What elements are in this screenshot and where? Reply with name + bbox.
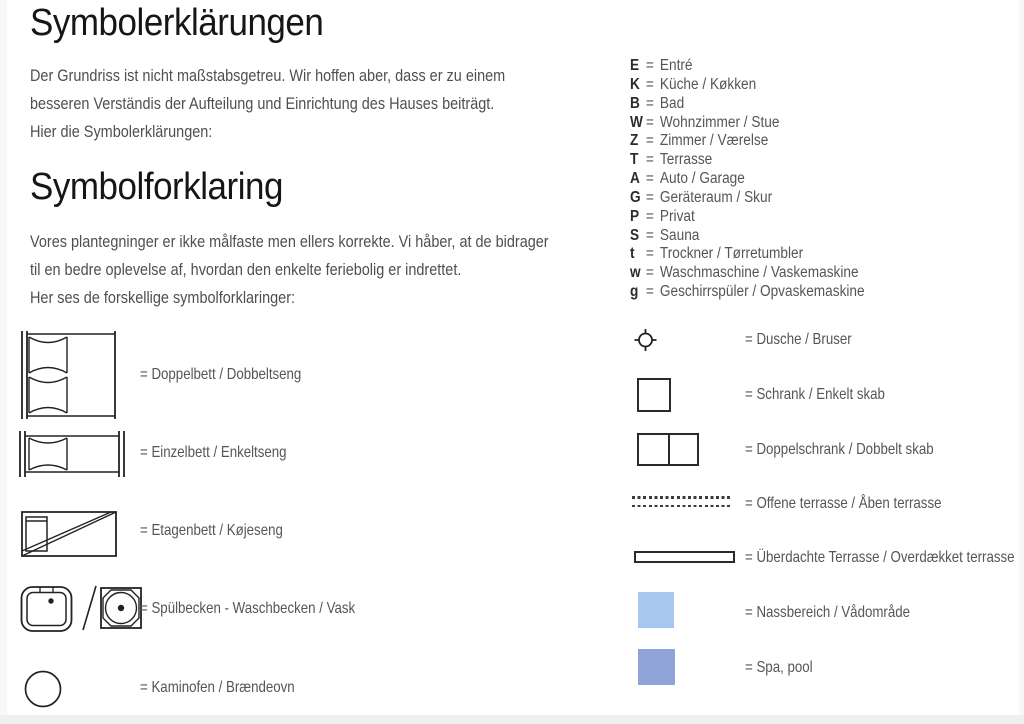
- legend-letter: t: [630, 245, 635, 263]
- fireplace-label: = Kaminofen / Brændeovn: [140, 679, 295, 696]
- legend-desc: Bad: [659, 94, 685, 112]
- equals-sign: =: [645, 226, 654, 244]
- legend-letter: W: [630, 113, 643, 131]
- dotted-line: [632, 505, 732, 508]
- room-letter-legend: [630, 57, 865, 302]
- danish-intro-line: til en bedre oplevelse af, hvordan den enkelte feriebolig er indrettet.: [30, 260, 462, 279]
- legend-letter: w: [630, 264, 641, 282]
- legend-row: [630, 283, 865, 302]
- double-cabinet-label: = Doppelschrank / Dobbelt skab: [745, 441, 934, 458]
- legend-row: [630, 132, 865, 151]
- single-bed-label: = Einzelbett / Enkeltseng: [140, 444, 287, 461]
- legend-letter: Z: [630, 132, 639, 150]
- shower-label: = Dusche / Bruser: [745, 331, 852, 348]
- legend-row: [630, 76, 865, 95]
- german-title: Symbolerklärungen: [30, 2, 324, 44]
- legend-desc: Trockner / Tørretumbler: [659, 245, 804, 263]
- legend-desc: Küche / Køkken: [659, 75, 757, 93]
- legend-row: [630, 114, 865, 133]
- equals-sign: =: [645, 75, 654, 93]
- open-terrace-icon: [632, 496, 732, 508]
- sink-label: = Spülbecken - Waschbecken / Vask: [140, 600, 356, 617]
- wet-area-swatch: [638, 592, 674, 628]
- german-intro: [30, 62, 505, 146]
- legend-row: [630, 57, 865, 76]
- single-cabinet-label: = Schrank / Enkelt skab: [745, 386, 885, 403]
- equals-sign: =: [645, 132, 654, 150]
- bunk-bed-label: = Etagenbett / Køjeseng: [140, 522, 283, 539]
- legend-desc: Auto / Garage: [659, 170, 745, 188]
- legend-letter: K: [630, 75, 640, 93]
- covered-terrace-icon: [634, 551, 735, 563]
- legend-desc: Wohnzimmer / Stue: [659, 113, 780, 131]
- equals-sign: =: [645, 57, 654, 74]
- legend-row: [630, 245, 865, 264]
- covered-terrace-label: = Überdachte Terrasse / Overdækket terrasse: [745, 549, 1015, 566]
- equals-sign: =: [645, 188, 654, 206]
- legend-letter: g: [630, 283, 639, 301]
- legend-letter: T: [630, 151, 639, 169]
- sink-icons: [20, 583, 142, 633]
- double-bed-label: = Doppelbett / Dobbeltseng: [140, 366, 302, 383]
- legend-letter: S: [630, 226, 640, 244]
- open-terrace-label: = Offene terrasse / Åben terrasse: [745, 495, 942, 512]
- legend-row: [630, 208, 865, 227]
- spa-pool-swatch: [638, 649, 675, 685]
- legend-desc: Privat: [659, 207, 695, 225]
- legend-row: [630, 151, 865, 170]
- legend-desc: Zimmer / Værelse: [659, 132, 769, 150]
- double-cabinet-icon: [637, 433, 699, 466]
- legend-desc: Entré: [659, 57, 693, 74]
- spa-pool-label: = Spa, pool: [745, 659, 813, 676]
- legend-desc: Sauna: [659, 226, 700, 244]
- equals-sign: =: [645, 151, 654, 169]
- dotted-line: [632, 496, 732, 499]
- double-bed-icon: [20, 331, 118, 419]
- legend-row: [630, 189, 865, 208]
- equals-sign: =: [645, 113, 654, 131]
- german-intro-line: Hier die Symbolerklärungen:: [30, 122, 213, 141]
- cabinet-divider: [639, 435, 670, 464]
- shower-icon: [632, 326, 659, 353]
- danish-title: Symbolforklaring: [30, 166, 283, 208]
- danish-intro: [30, 228, 549, 312]
- single-cabinet-icon: [637, 378, 671, 412]
- legend-desc: Terrasse: [659, 151, 713, 169]
- german-intro-line: Der Grundriss ist nicht maßstabsgetreu. Wir hoffen aber, dass er zu einem: [30, 66, 506, 85]
- page-edge-bottom: [0, 715, 1024, 724]
- equals-sign: =: [645, 264, 654, 282]
- equals-sign: =: [645, 245, 654, 263]
- legend-row: [630, 264, 865, 283]
- legend-letter: P: [630, 207, 640, 225]
- legend-desc: Waschmaschine / Vaskemaskine: [659, 264, 859, 282]
- legend-desc: Geschirrspüler / Opvaskemaskine: [659, 283, 865, 301]
- equals-sign: =: [645, 94, 654, 112]
- legend-row: [630, 170, 865, 189]
- page-edge-left: [0, 0, 7, 724]
- equals-sign: =: [645, 283, 654, 301]
- legend-letter: E: [630, 57, 640, 74]
- legend-letter: A: [630, 170, 640, 188]
- danish-intro-line: Her ses de forskellige symbolforklaringer:: [30, 288, 296, 307]
- legend-row: [630, 95, 865, 114]
- danish-intro-line: Vores plantegninger er ikke målfaste men ellers korrekte. Vi håber, at de bidrager: [30, 232, 549, 251]
- legend-letter: B: [630, 94, 640, 112]
- page-edge-right: [1019, 0, 1024, 724]
- bunk-bed-icon: [20, 508, 118, 558]
- wet-area-label: = Nassbereich / Vådområde: [745, 604, 910, 621]
- legend-desc: Geräteraum / Skur: [659, 188, 773, 206]
- equals-sign: =: [645, 207, 654, 225]
- german-intro-line: besseren Verständis der Aufteilung und Einrichtung des Hauses beiträgt.: [30, 94, 495, 113]
- legend-row: [630, 227, 865, 246]
- equals-sign: =: [645, 170, 654, 188]
- fireplace-icon: [24, 670, 62, 708]
- legend-letter: G: [630, 188, 641, 206]
- single-bed-icon: [17, 430, 127, 478]
